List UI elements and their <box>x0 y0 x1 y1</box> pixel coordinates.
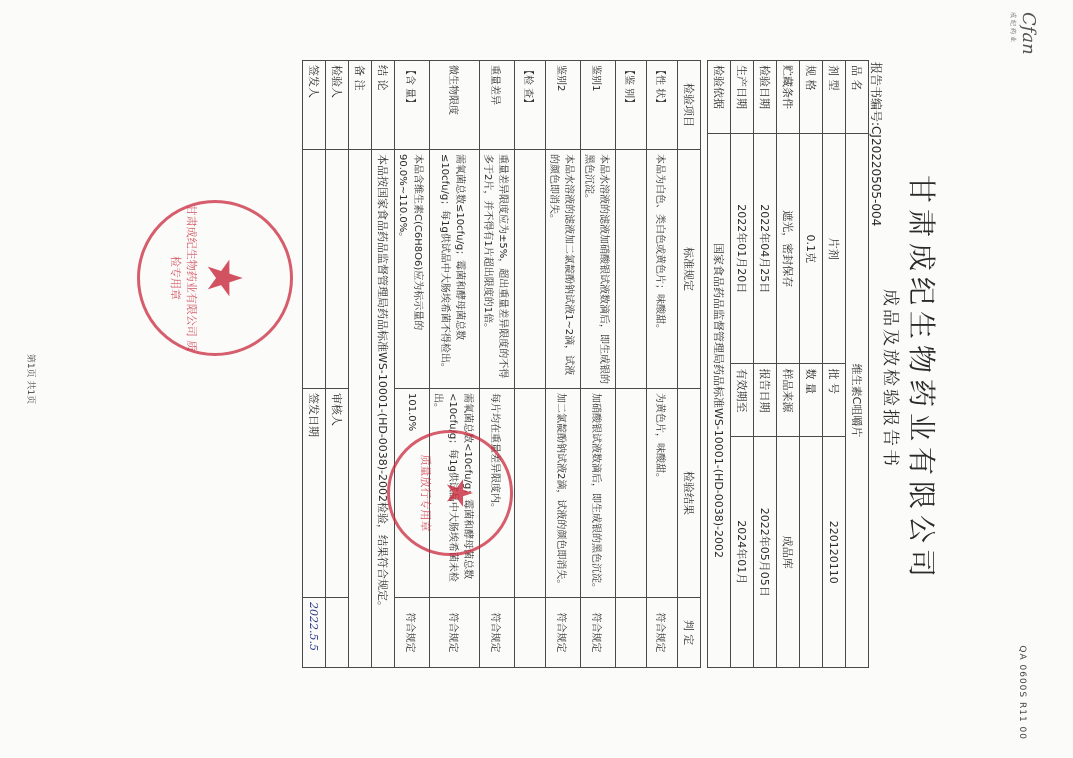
result-row <box>515 61 546 668</box>
result-standard: 本品为白色、类白色或黄色片；味酸甜。 <box>647 150 678 389</box>
expiry-value: 2024年01月 <box>731 437 754 668</box>
result-item: 【鉴 别】 <box>616 61 647 150</box>
result-item: 重量差异 <box>480 61 515 150</box>
company-logo <box>1009 12 1039 72</box>
expiry-label: 有效期至 <box>731 364 754 437</box>
test-date-label: 检验日期 <box>754 61 777 134</box>
result-row <box>480 61 515 668</box>
result-item: 鉴别1 <box>581 61 616 150</box>
result-judge: 符合规定 <box>430 598 480 668</box>
dosage-label: 剂 型 <box>823 61 846 134</box>
result-item: 微生物限度 <box>430 61 480 150</box>
prod-date-value: 2022年01月20日 <box>731 134 754 364</box>
star-icon: ★ <box>438 476 479 510</box>
report-number <box>868 62 885 226</box>
spec-value: 0.1克 <box>800 134 823 364</box>
company-name: 甘肃成纪生物药业有限公司 <box>905 174 938 583</box>
test-date-value: 2022年04月25日 <box>754 134 777 364</box>
approve-date-value: 2022.5.5 <box>303 598 326 668</box>
result-row <box>546 61 581 668</box>
logo-subtext: 成纪药业 <box>1009 12 1016 45</box>
storage-label: 贮藏条件 <box>777 61 800 134</box>
result-row <box>647 61 678 668</box>
result-judge: 符合规定 <box>581 598 616 668</box>
result-judge: 符合规定 <box>395 598 430 668</box>
result-standard: 本品水溶液的滤液加二氯靛酚钠试液1~2滴，试液的颜色即消失。 <box>546 150 581 389</box>
result-row <box>616 61 647 668</box>
report-date-label: 报告日期 <box>754 364 777 437</box>
result-result: 需氧菌总数<10cfu/g；霉菌和酵母菌总数<10cfu/g；每1g供试品中大肠埃希菌未检出。 <box>430 389 480 598</box>
logo-text: Cfan <box>1018 12 1039 55</box>
report-title: 成品及放检验报告书 <box>880 289 900 469</box>
result-rows <box>395 61 678 668</box>
result-standard: 本品含维生素C(C6H8O6)应为标示量的90.0%~110.0%。 <box>395 150 430 389</box>
approver-label: 签发人 <box>303 61 326 150</box>
batch-value: 220120110 <box>823 437 846 668</box>
result-result <box>515 389 546 598</box>
result-row <box>395 61 430 668</box>
result-row <box>581 61 616 668</box>
spec-label: 规 格 <box>800 61 823 134</box>
result-row <box>430 61 480 668</box>
result-item: 鉴别2 <box>546 61 581 150</box>
prod-date-label: 生产日期 <box>731 61 754 134</box>
batch-label: 批 号 <box>823 364 846 437</box>
result-standard <box>616 150 647 389</box>
basis-label: 检验依据 <box>708 61 731 134</box>
batch-stamp <box>387 430 513 556</box>
col-item: 检验项目 <box>678 61 701 150</box>
result-judge: 符合规定 <box>480 598 515 668</box>
info-table <box>707 60 869 668</box>
conclusion-text: 本品按国家食品药品监督管理局药品标准WS-10001-(HD-0038)-2002检验，结果符合规定。 <box>372 150 395 668</box>
approver-sign <box>303 150 326 389</box>
result-judge <box>515 598 546 668</box>
conclusion-label: 结 论 <box>372 61 395 150</box>
remark-label: 备 注 <box>349 61 372 150</box>
reviewer-sign <box>326 598 349 668</box>
document-code: QA 0600S R11 00 <box>1017 645 1027 740</box>
page-number: 第1页 共1页 <box>25 353 35 405</box>
result-standard <box>515 150 546 389</box>
star-icon: ★ <box>196 256 252 300</box>
qty-label: 数 量 <box>800 364 823 437</box>
qty-value <box>800 437 823 668</box>
report-number-label: 报告书编号: <box>869 62 883 127</box>
result-result: 为黄色片，味酸甜。 <box>647 389 678 598</box>
result-result: 加二氯靛酚钠试液2滴，试液的颜色即消失。 <box>546 389 581 598</box>
qc-stamp <box>137 200 293 356</box>
report-number-value: CJ20220505-004 <box>869 126 883 227</box>
inspector-label: 检验人 <box>326 61 349 150</box>
qc-stamp-text: 甘肃成纪生物药业有限公司 质检专用章 <box>169 204 198 352</box>
result-item: 【含 量】 <box>395 61 430 150</box>
sampling-value: 成品库 <box>777 437 800 668</box>
dosage-value: 片剂 <box>823 134 846 364</box>
result-judge: 符合规定 <box>546 598 581 668</box>
product-value: 维生素C咀嚼片 <box>846 134 869 668</box>
results-table <box>302 60 701 668</box>
batch-stamp-text: 质量放行专用章 <box>419 454 432 532</box>
result-standard: 需氧菌总数≤10cfu/g；霉菌和酵母菌总数≤10cfu/g；每1g供试品中大肠埃希菌不得检出。 <box>430 150 480 389</box>
result-result <box>616 389 647 598</box>
result-item: 【检 查】 <box>515 61 546 150</box>
report-date-value: 2022年05月05日 <box>754 437 777 668</box>
col-judge: 判 定 <box>678 598 701 668</box>
result-standard: 本品水溶液的滤液加硝酸银试液数滴后，即生成银的黑色沉淀。 <box>581 150 616 389</box>
result-judge: 符合规定 <box>647 598 678 668</box>
basis-value: 国家食品药品监督管理局药品标准WS-10001-(HD-0038)-2002 <box>708 134 731 668</box>
result-result: 加硝酸银试液数滴后，即生成银的黑色沉淀。 <box>581 389 616 598</box>
result-result: 101.0% <box>395 389 430 598</box>
result-item: 【性 状】 <box>647 61 678 150</box>
inspector-sign <box>326 150 349 389</box>
result-standard: 重量差异限度应为±5%，超出重量差异限度的不得多于2片，并不得有1片超出限度的1倍。 <box>480 150 515 389</box>
result-judge <box>616 598 647 668</box>
remark-value <box>349 150 372 668</box>
storage-value: 遮光，密封保存 <box>777 134 800 364</box>
approve-date-label: 签发日期 <box>303 389 326 598</box>
product-label: 品 名 <box>846 61 869 134</box>
sampling-label: 样品来源 <box>777 364 800 437</box>
col-standard: 标准规定 <box>678 150 701 389</box>
col-result: 检验结果 <box>678 389 701 598</box>
result-result: 每片均在重量差异限度内。 <box>480 389 515 598</box>
reviewer-label: 审核人 <box>326 389 349 598</box>
